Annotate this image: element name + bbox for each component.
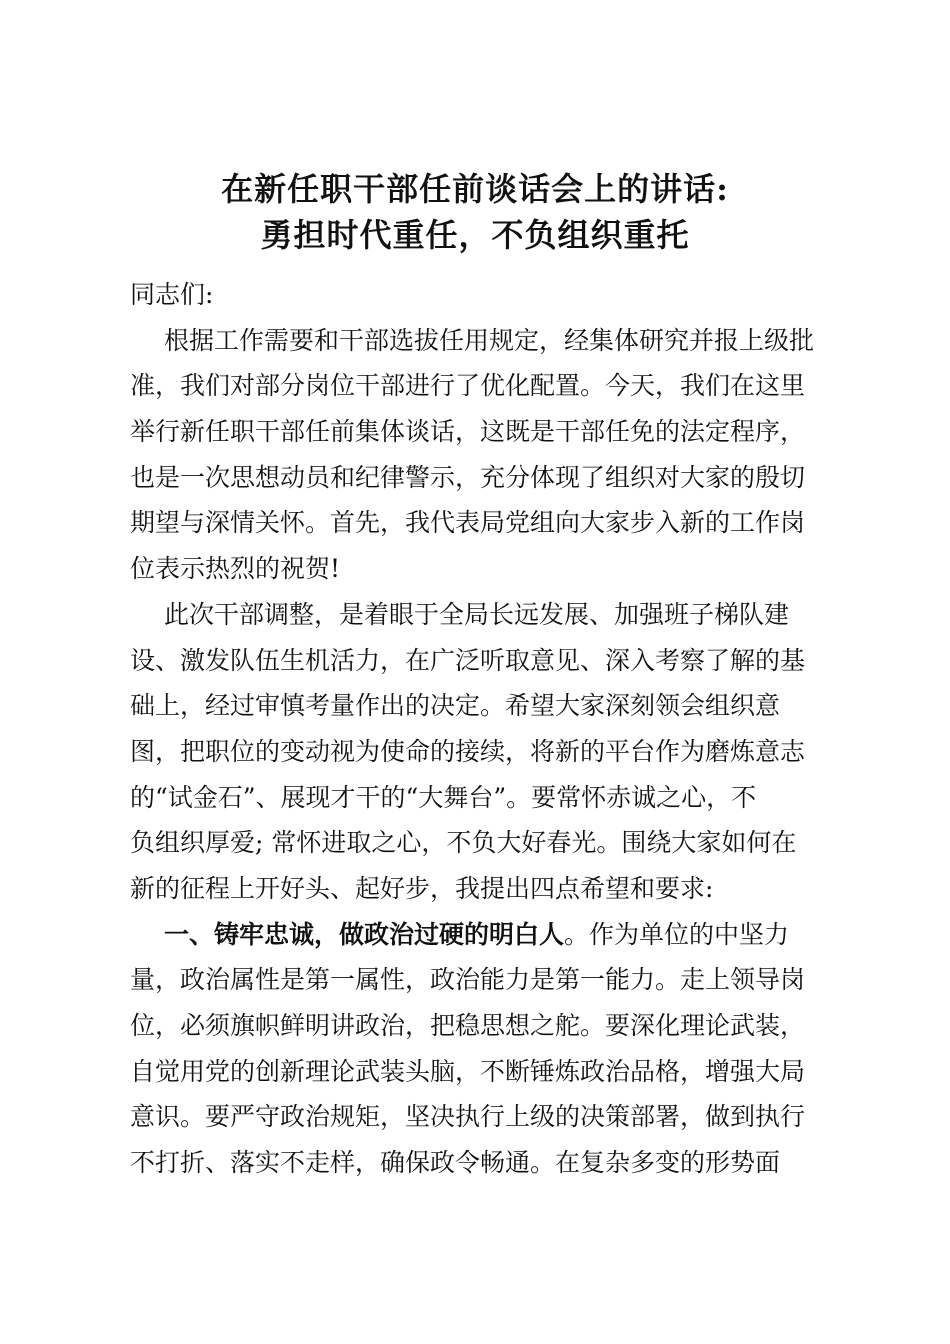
paragraph-line: 新的征程上开好头、起好步，我提出四点希望和要求:	[130, 873, 714, 903]
document-body	[130, 272, 830, 1186]
paragraph-line: 设、激发队伍生机活力，在广泛听取意见、深入考察了解的基	[130, 645, 806, 675]
paragraph-line: 根据工作需要和干部选拔任用规定，经集体研究并报上级批	[164, 325, 815, 355]
salutation: 同志们:	[130, 280, 214, 309]
paragraph-line: 位表示热烈的祝贺!	[130, 554, 341, 584]
document-title	[0, 166, 950, 258]
paragraph-line: 图，把职位的变动视为使命的接续，将新的平台作为磨炼意志	[130, 736, 806, 766]
paragraph-line: 量，政治属性是第一属性，政治能力是第一能力。走上领导岗	[130, 965, 806, 995]
paragraph-line: 自觉用党的创新理论武装头脑，不断锤炼政治品格，增强大局	[130, 1056, 806, 1086]
paragraph-2	[130, 592, 830, 912]
paragraph-line: 础上，经过审慎考量作出的决定。希望大家深刻领会组织意	[130, 691, 781, 721]
section-heading: 一、铸牢忠诚，做政治过硬的明白人	[164, 919, 565, 949]
title-line-1: 在新任职干部任前谈话会上的讲话:	[221, 170, 729, 208]
paragraph-text: 。作为单位的中坚力	[564, 919, 790, 949]
paragraph-line: 也是一次思想动员和纪律警示，充分体现了组织对大家的殷切	[130, 462, 806, 492]
paragraph-line: 准，我们对部分岗位干部进行了优化配置。今天，我们在这里	[130, 371, 806, 401]
paragraph-line: 不打折、落实不走样，确保政令畅通。在复杂多变的形势面	[130, 1148, 781, 1178]
paragraph-line	[130, 912, 830, 958]
paragraph-3	[130, 912, 830, 1186]
paragraph-line: 的“试金石”、展现才干的“大舞台”。要常怀赤诚之心，不	[130, 782, 757, 812]
paragraph-line: 此次干部调整，是着眼于全局长远发展、加强班子梯队建	[164, 599, 790, 629]
title-line-2: 勇担时代重任，不负组织重托	[260, 216, 690, 254]
paragraph-line: 位，必须旗帜鲜明讲政治，把稳思想之舵。要深化理论武装，	[130, 1011, 806, 1040]
paragraph-line: 期望与深情关怀。首先，我代表局党组向大家步入新的工作岗	[130, 508, 806, 538]
paragraph-1	[130, 318, 830, 592]
paragraph-line: 负组织厚爱; 常怀进取之心，不负大好春光。围绕大家如何在	[130, 828, 797, 858]
paragraph-line: 意识。要严守政治规矩，坚决执行上级的决策部署，做到执行	[130, 1102, 806, 1132]
paragraph-line: 举行新任职干部任前集体谈话，这既是干部任免的法定程序，	[130, 417, 806, 447]
